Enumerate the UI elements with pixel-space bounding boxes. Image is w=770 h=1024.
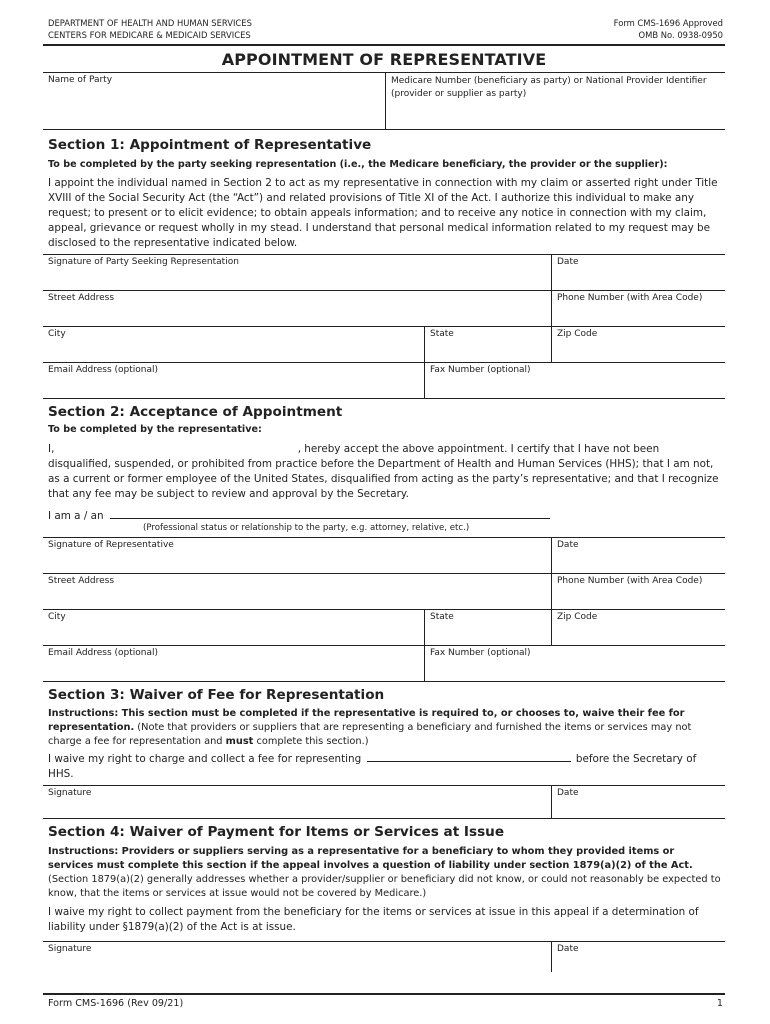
- agency-line-1: DEPARTMENT OF HEALTH AND HUMAN SERVICES: [48, 18, 252, 28]
- form-revision: Form CMS-1696 (Rev 09/21): [48, 998, 184, 1009]
- s3-date-field[interactable]: [551, 786, 725, 818]
- s2-zip-label: Zip Code: [557, 612, 598, 622]
- s1-fax-label: Fax Number (optional): [430, 365, 531, 375]
- s3-signature-field[interactable]: [43, 786, 551, 818]
- professional-status-line: [43, 508, 725, 522]
- s1-phone-field[interactable]: [551, 291, 725, 326]
- s2-zip-field[interactable]: [551, 610, 725, 645]
- section4-body: I waive my right to collect payment from the beneficiary for the items or services at issue in this appeal if a determination of liability under §1879(a)(2) of the Act is at issue.: [48, 906, 699, 933]
- s1-state-label: State: [430, 329, 454, 339]
- represented-party-blank[interactable]: [367, 751, 571, 762]
- acceptance-text: , hereby accept the above appointment. I certify that I have not been disqualified, suspended, or prohibited from practice before the Department of Health and Human Services (HHS); that I am not, as a current or former employee of the United States, disqualified from acting as the party’s representative; and that I recognize that any fee may be subject to review and approval by the Secretary.: [48, 443, 719, 500]
- section1-title: Section 1: Appointment of Representative: [48, 137, 372, 153]
- s1-zip-label: Zip Code: [557, 329, 598, 339]
- s2-email-field[interactable]: [43, 646, 424, 681]
- section1-subtitle: To be completed by the party seeking representation (i.e., the Medicare beneficiary, the provider or the supplier):: [48, 159, 668, 170]
- s4-date-field[interactable]: [551, 942, 725, 972]
- i-am-label: I am a / an: [48, 510, 104, 522]
- agency-line-2: CENTERS FOR MEDICARE & MEDICAID SERVICES: [48, 30, 251, 40]
- s2-contact-row: [43, 645, 725, 681]
- section3-instructions-end: complete this section.): [253, 736, 369, 747]
- s1-fax-field[interactable]: [424, 363, 725, 398]
- s3-date-label: Date: [557, 788, 579, 798]
- name-of-party-field[interactable]: [43, 73, 385, 129]
- s2-phone-label: Phone Number (with Area Code): [557, 576, 703, 586]
- s2-phone-field[interactable]: [551, 574, 725, 609]
- s1-date-label: Date: [557, 257, 579, 267]
- acceptance-i-label: I,: [48, 443, 55, 455]
- approval-block: [614, 17, 723, 41]
- s1-street-field[interactable]: [43, 291, 551, 326]
- s1-city-row: [43, 326, 725, 362]
- form-header: [43, 14, 725, 44]
- s2-signature-field[interactable]: [43, 538, 551, 573]
- s2-state-label: State: [430, 612, 454, 622]
- s1-signature-row: [43, 254, 725, 290]
- name-of-party-label: Name of Party: [48, 75, 113, 85]
- s4-signature-row: [43, 941, 725, 972]
- section4-instructions-bold: Instructions: Providers or suppliers serving as a representative for a beneficiary to whom they provided items or services must complete this section if the appeal involves a question of liability under section 1879(a)(2) of the Act.: [48, 846, 693, 871]
- section2-title: Section 2: Acceptance of Appointment: [48, 404, 343, 420]
- s2-city-row: [43, 609, 725, 645]
- s4-date-label: Date: [557, 944, 579, 954]
- s2-date-label: Date: [557, 540, 579, 550]
- s2-address-row: [43, 573, 725, 609]
- form-footer: [43, 993, 725, 1009]
- section2-subtitle: To be completed by the representative:: [48, 424, 262, 435]
- s1-city-field[interactable]: [43, 327, 424, 362]
- s2-signature-label: Signature of Representative: [48, 540, 174, 550]
- section3-must: must: [225, 736, 254, 747]
- omb-number: OMB No. 0938-0950: [638, 30, 723, 40]
- s2-date-field[interactable]: [551, 538, 725, 573]
- s1-contact-row: [43, 362, 725, 398]
- section4-instructions-note: (Section 1879(a)(2) generally addresses whether a provider/supplier or beneficiary did not know, or could not reasonably be expected to know, that the items or services at issue would not be covered by Medicare.): [48, 874, 721, 899]
- s1-address-row: [43, 290, 725, 326]
- section3-instructions-note: (Note that providers or suppliers that are representing a beneficiary and furnished the items or services may not charge a fee for representation and: [48, 722, 692, 747]
- section2-body: [43, 442, 725, 506]
- s1-signature-field[interactable]: [43, 255, 551, 290]
- form-page: [43, 14, 725, 972]
- section1-body: I appoint the individual named in Section 2 to act as my representative in connection with my claim or asserted right under Title XVIII of the Social Security Act (the “Act”) and related provisions of Title XI of the Act. I authorize this individual to make any request; to present or to elicit evidence; to obtain appeals information; and to receive any notice in connection with my claim, appeal, grievance or request wholly in my stead. I understand that personal medical information related to my request may be disclosed to the representative indicated below.: [48, 177, 718, 249]
- s2-state-field[interactable]: [424, 610, 551, 645]
- professional-status-blank[interactable]: [110, 508, 550, 519]
- section4-instructions: [43, 845, 725, 905]
- s2-email-label: Email Address (optional): [48, 648, 159, 658]
- fee-waiver-statement: [43, 751, 725, 785]
- s4-signature-field[interactable]: [43, 942, 551, 972]
- s3-signature-label: Signature: [48, 788, 92, 798]
- page-number: 1: [716, 998, 723, 1009]
- s1-state-field[interactable]: [424, 327, 551, 362]
- s1-city-label: City: [48, 329, 66, 339]
- section3-instructions: [43, 707, 725, 751]
- professional-status-hint: (Professional status or relationship to the party, e.g. attorney, relative, etc.): [143, 523, 470, 533]
- s2-street-field[interactable]: [43, 574, 551, 609]
- s1-email-field[interactable]: [43, 363, 424, 398]
- s3-signature-row: [43, 785, 725, 818]
- s1-date-field[interactable]: [551, 255, 725, 290]
- agency-block: [48, 17, 252, 41]
- section3-title: Section 3: Waiver of Fee for Representation: [48, 687, 385, 703]
- medicare-number-field[interactable]: [385, 73, 725, 129]
- section4-title: Section 4: Waiver of Payment for Items or Services at Issue: [48, 824, 505, 840]
- party-row: [43, 72, 725, 129]
- s1-phone-label: Phone Number (with Area Code): [557, 293, 703, 303]
- s1-street-label: Street Address: [48, 293, 115, 303]
- form-approved-label: Form CMS-1696 Approved: [613, 18, 723, 28]
- s2-street-label: Street Address: [48, 576, 115, 586]
- s2-city-field[interactable]: [43, 610, 424, 645]
- s1-email-label: Email Address (optional): [48, 365, 159, 375]
- fee-waiver-suffix: before the Secretary of HHS.: [48, 753, 697, 780]
- s4-signature-label: Signature: [48, 944, 92, 954]
- s1-signature-label: Signature of Party Seeking Representation: [48, 257, 239, 267]
- s2-fax-field[interactable]: [424, 646, 725, 681]
- form-title: APPOINTMENT OF REPRESENTATIVE: [221, 50, 547, 69]
- section3-instructions-bold: Instructions: This section must be completed if the representative is required to, or chooses to, waive their fee for representation.: [48, 708, 685, 733]
- s2-signature-row: [43, 537, 725, 573]
- s2-fax-label: Fax Number (optional): [430, 648, 531, 658]
- s1-zip-field[interactable]: [551, 327, 725, 362]
- medicare-number-label: Medicare Number (beneficiary as party) or National Provider Identifier (provider or supplier as party): [391, 76, 707, 99]
- fee-waiver-prefix: I waive my right to charge and collect a fee for representing: [48, 753, 362, 765]
- s2-city-label: City: [48, 612, 66, 622]
